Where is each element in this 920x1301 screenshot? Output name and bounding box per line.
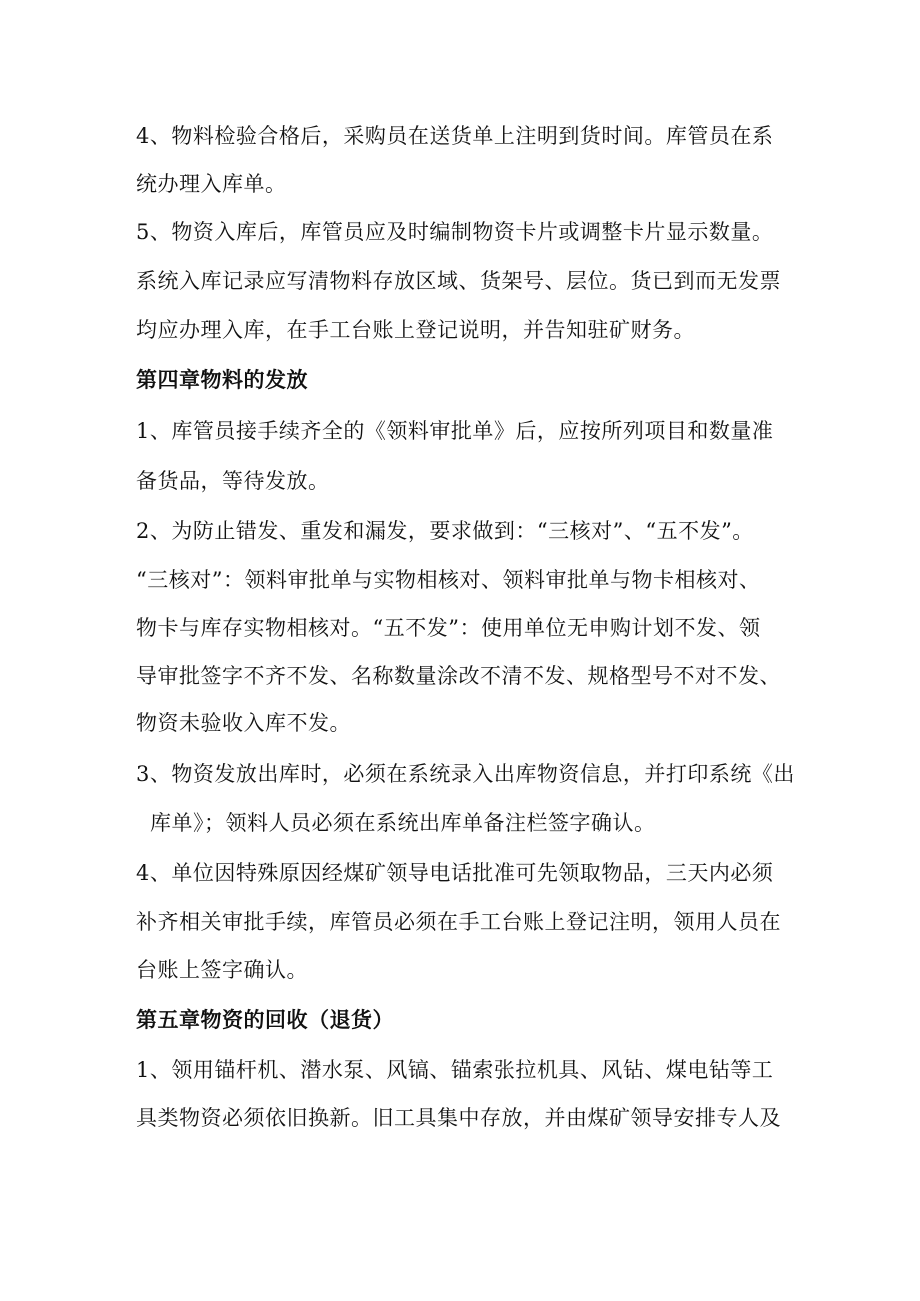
para-5-line-2: 系统入库记录应写清物料存放区域、货架号、层位。货已到而无发票 bbox=[136, 269, 781, 293]
ch4-item-4-line-3: 台账上签字确认。 bbox=[136, 958, 308, 982]
para-4-line-2: 统办理入库单。 bbox=[136, 172, 287, 196]
ch4-item-2-line-5: 物资未验收入库不发。 bbox=[136, 711, 351, 735]
ch4-item-2-line-4: 导审批签字不齐不发、名称数量涂改不清不发、规格型号不对不发、 bbox=[136, 664, 781, 688]
para-5-line-1: 5、物资入库后，库管员应及时编制物资卡片或调整卡片显示数量。 bbox=[136, 220, 774, 244]
ch4-item-4-line-2: 补齐相关审批手续，库管员必须在手工台账上登记注明，领用人员在 bbox=[136, 910, 781, 934]
para-5-line-3: 均应办理入库，在手工台账上登记说明，并告知驻矿财务。 bbox=[136, 318, 695, 342]
ch5-item-1-line-1: 1、领用锚杆机、潜水泵、风镐、锚索张拉机具、风钻、煤电钻等工 bbox=[136, 1058, 774, 1082]
ch4-item-2-line-3: 物卡与库存实物相核对。“五不发”：使用单位无申购计划不发、领 bbox=[136, 616, 761, 640]
ch5-item-1-line-2: 具类物资必须依旧换新。旧工具集中存放，并由煤矿领导安排专人及 bbox=[136, 1106, 781, 1130]
chapter-5-heading: 第五章物资的回收（退货） bbox=[136, 1008, 394, 1032]
ch4-item-2-line-2: “三核对”：领料审批单与实物相核对、领料审批单与物卡相核对、 bbox=[136, 568, 761, 592]
ch4-item-4-line-1: 4、单位因特殊原因经煤矿领导电话批准可先领取物品，三天内必须 bbox=[136, 861, 774, 885]
chapter-4-heading: 第四章物料的发放 bbox=[136, 368, 308, 392]
ch4-item-2-line-1: 2、为防止错发、重发和漏发，要求做到：“三核对”、“五不发”。 bbox=[136, 519, 754, 543]
para-4-line-1: 4、物料检验合格后，采购员在送货单上注明到货时间。库管员在系 bbox=[136, 124, 774, 148]
ch4-item-3-line-2: 库单》；领料人员必须在系统出库单备注栏签字确认。 bbox=[150, 811, 656, 835]
ch4-item-1-line-1: 1、库管员接手续齐全的《领料审批单》后，应按所列项目和数量准 bbox=[136, 419, 774, 443]
ch4-item-3-line-1: 3、物资发放出库时，必须在系统录入出库物资信息，并打印系统《出 bbox=[136, 762, 795, 786]
ch4-item-1-line-2: 备货品，等待发放。 bbox=[136, 469, 330, 493]
